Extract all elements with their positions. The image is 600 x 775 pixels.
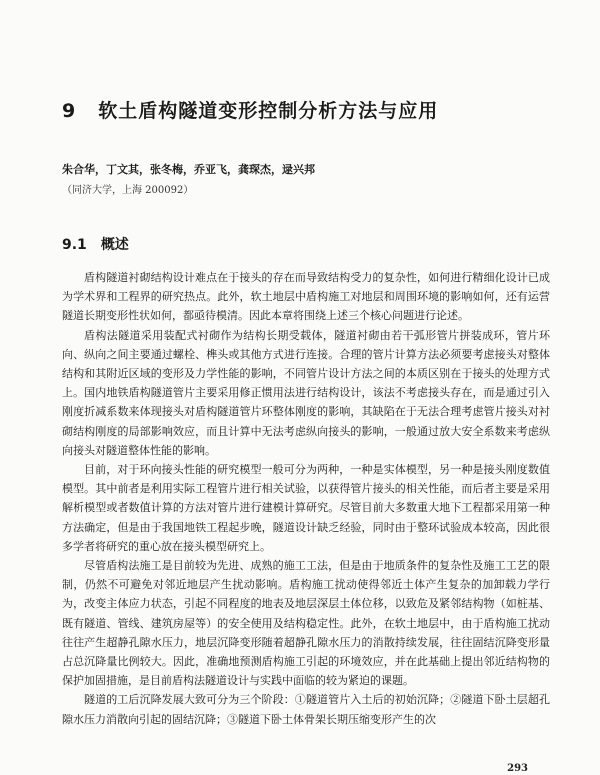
section-title: 概述 (100, 237, 129, 253)
author-list: 朱合华，丁文其，张冬梅，乔亚飞，龚琛杰，逯兴邦 (62, 163, 315, 176)
paragraph: 盾构隧道衬砌结构设计难点在于接头的存在而导致结构受力的复杂性，如何进行精细化设计已成为学术界和工程界的研究热点。此外，软土地层中盾构施工对地层和周围环境的影响如何，还有运营隧道长期变形性状如何，都亟待模清。因此本章将围绕上述三个核心问题进行论述。 (62, 271, 550, 323)
paragraph: 盾构法隧道采用装配式衬砌作为结构长期受载体，隧道衬砌由若干弧形管片拼装成环，管片环向、纵向之间主要通过螺栓、榫头或其他方式进行连接。合理的管片计算方法必须要考虑接头对整体结构和其附近区域的变形及力学性能的影响，不同管片设计方法之间的本质区别在于接头的处理方式上。国内地铁盾构隧道管片主要采用修正惯用法进行结构设计，该法不考虑接头存在，而是通过引入刚度折减系数来体现接头对盾构隧道管片环整体刚度的影响，其缺陷在于无法合理考虑管片接头对衬砌结构刚度的局部影响效应，而且计算中无法考虑纵向接头的影响，一般通过放大安全系数来考虑纵向接头对隧道整体性能的影响。 (62, 328, 550, 457)
section-heading (62, 234, 129, 254)
chapter-number: 9 (62, 100, 77, 122)
body-text (62, 268, 550, 729)
chapter-title (62, 96, 438, 123)
page-number: 293 (507, 763, 528, 774)
chapter-title-text: 软土盾构隧道变形控制分析方法与应用 (98, 100, 439, 122)
paragraph: 隧道的工后沉降发展大致可分为三个阶段：①隧道管片入土后的初始沉降；②隧道下卧土层超孔隙水压力消散向引起的固结沉降；③隧道下卧土体骨架长期压缩变形产生的次 (62, 693, 550, 726)
affiliation: （同济大学，上海 200092） (62, 185, 194, 196)
paragraph: 尽管盾构法施工是目前较为先进、成熟的施工工法，但是由于地质条件的复杂性及施工工艺的限制，仍然不可避免对邻近地层产生扰动影响。盾构施工扰动使得邻近土体产生复杂的加卸载力学行为，改变主体应力状态，引起不同程度的地表及地层深层土体位移，以致危及紧邻结构物（如桩基、既有隧道、管线、建筑房屋等）的安全使用及结构稳定性。此外，在软土地层中，由于盾构施工扰动往往产生超静孔隙水压力，地层沉降变形随着超静孔隙水压力的消散持续发展，往往固结沉降变形量占总沉降量比例较大。因此，准确地预测盾构施工引起的环境效应，并在此基础上提出邻近结构物的保护加固措施，是目前盾构法隧道设计与实践中面临的较为紧迫的课题。 (62, 559, 550, 688)
paragraph: 目前，对于环向接头性能的研究模型一般可分为两种，一种是实体模型，另一种是接头刚度数值模型。其中前者是利用实际工程管片进行相关试验，以获得管片接头的相关性能，而后者主要是采用解析模型或者数值计算的方法对管片进行建模计算研究。尽管目前大多数重大地下工程都采用第一种方法确定，但是由于我国地铁工程起步晚，隧道设计缺乏经验，同时由于整环试验成本较高，因此很多学者将研究的重心放在接头模型研究上。 (62, 463, 550, 553)
section-number: 9.1 (62, 237, 87, 253)
